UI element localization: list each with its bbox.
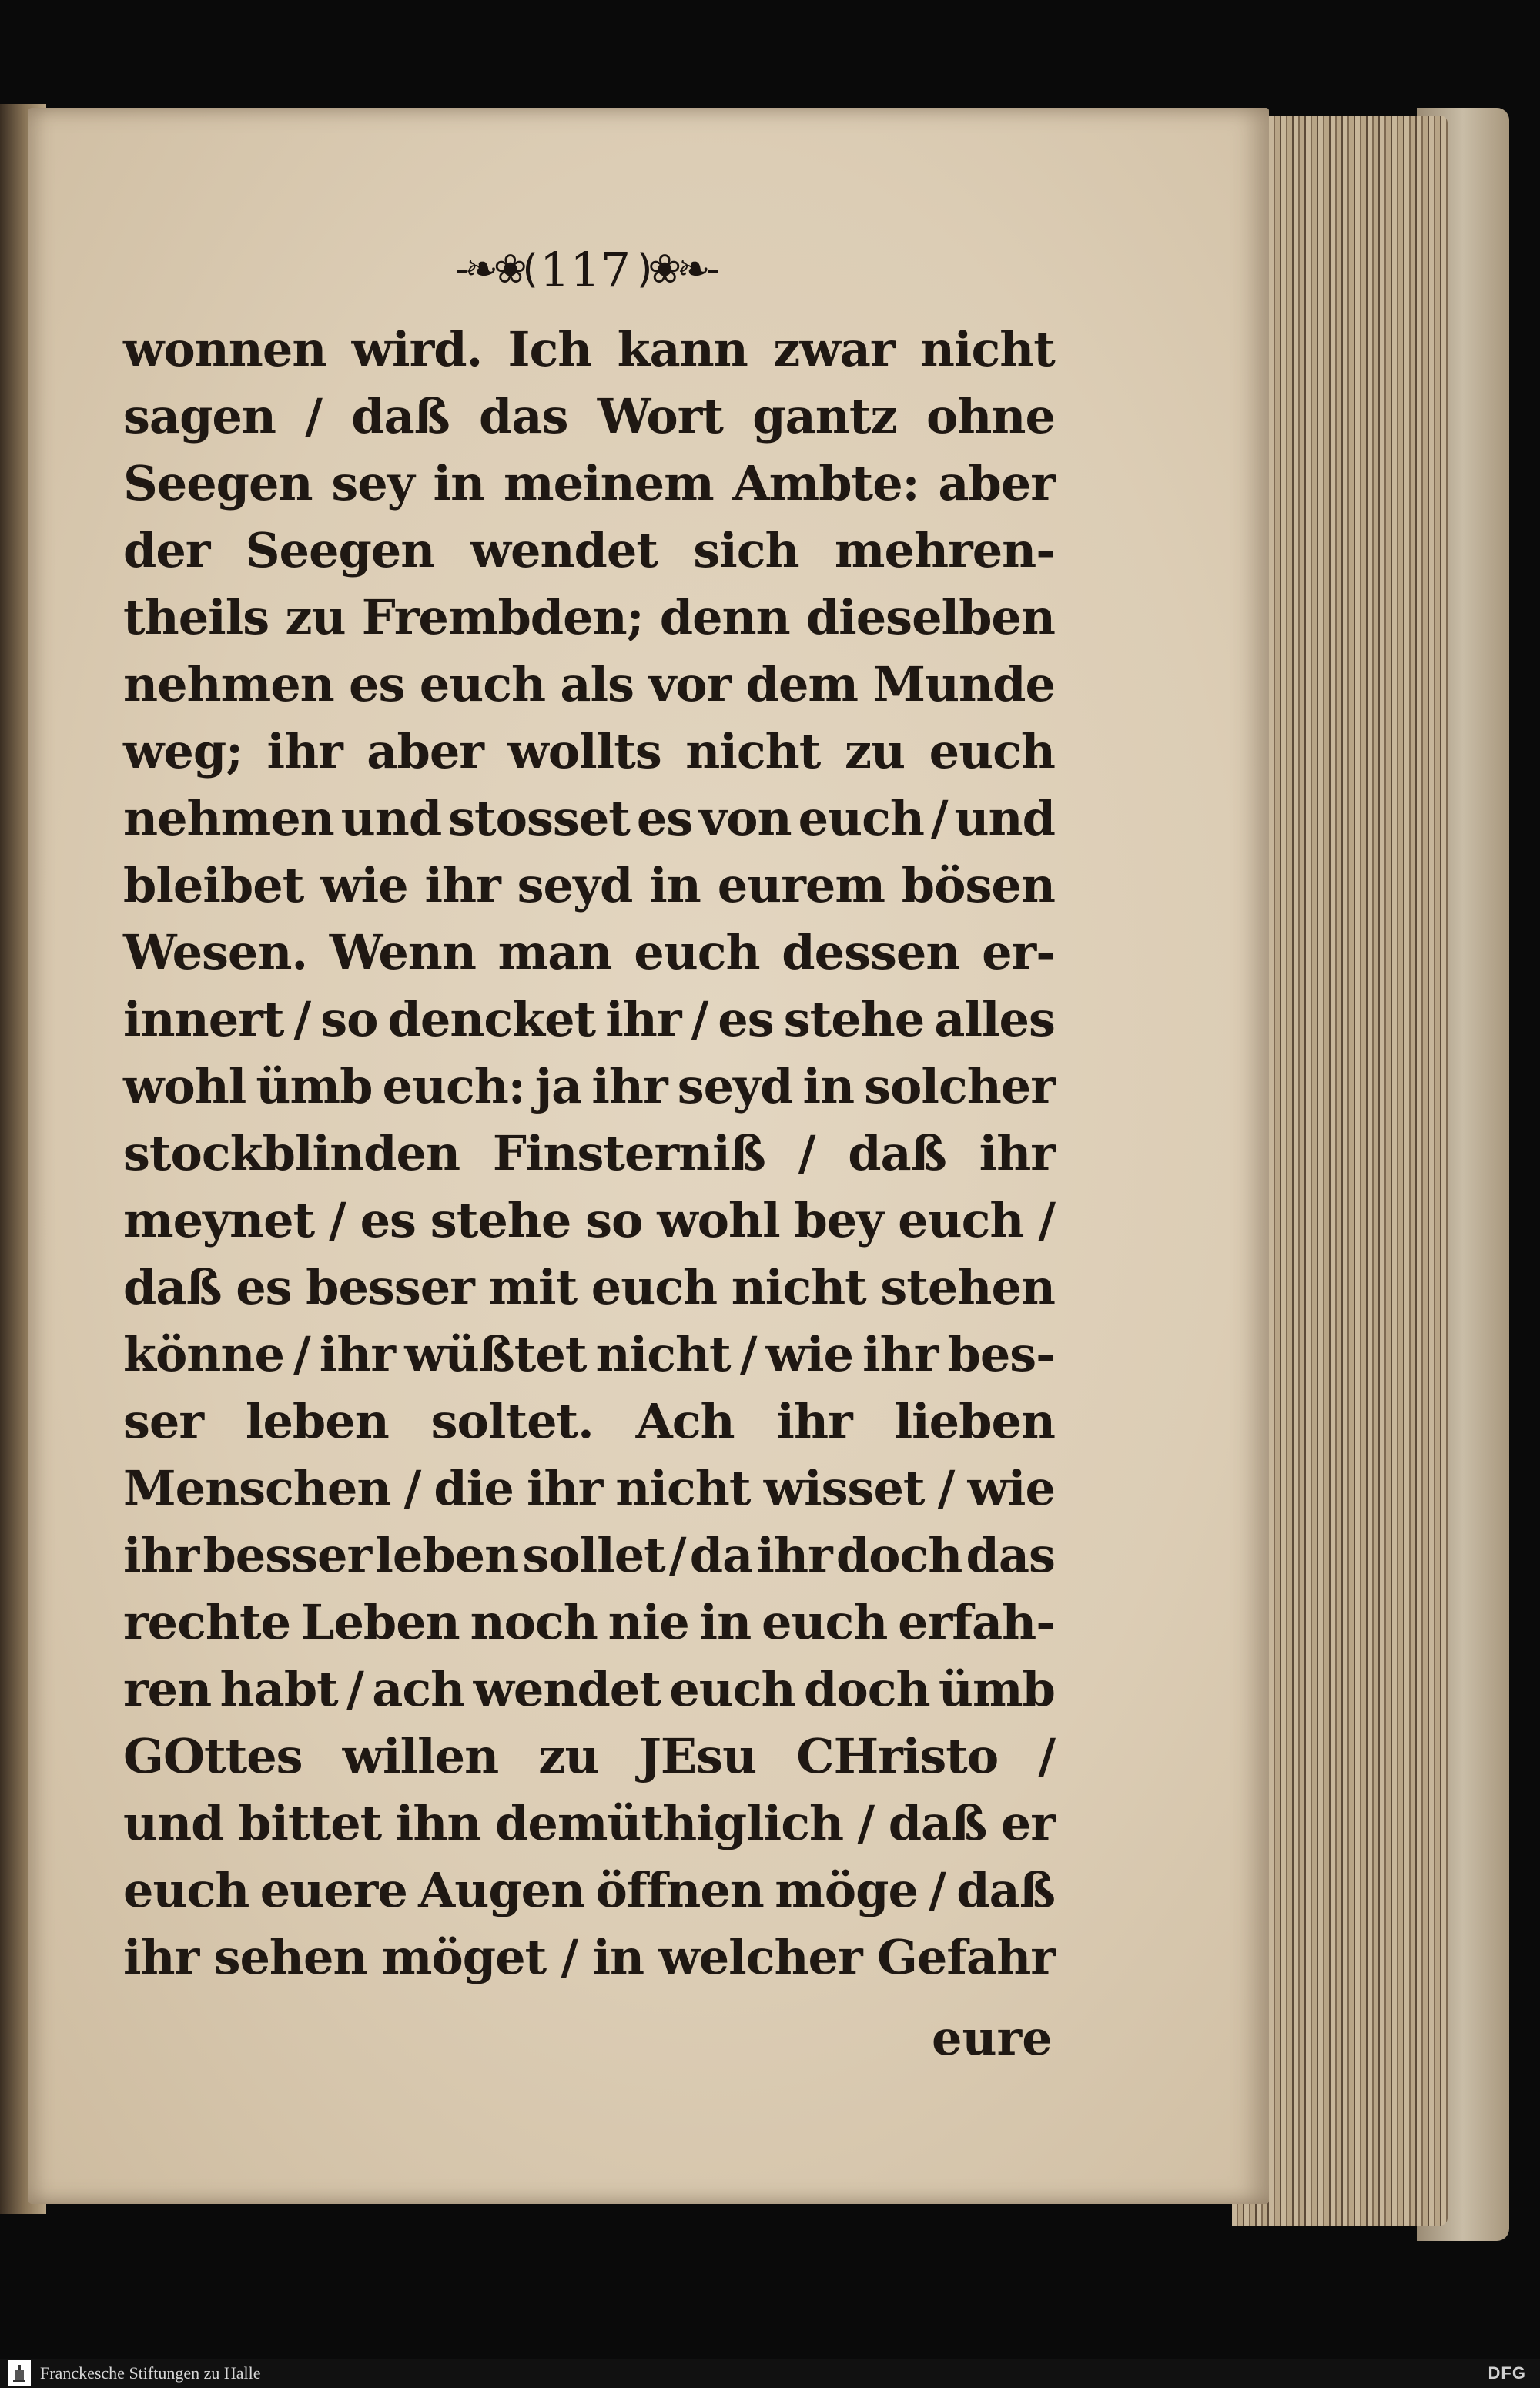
word: ümb (938, 1661, 1055, 1717)
word: Wort (597, 388, 723, 444)
word: ihr (862, 1326, 939, 1382)
word: nicht (615, 1460, 751, 1516)
word: möget (381, 1929, 547, 1985)
word: seyd (517, 857, 633, 913)
text-line (123, 852, 1055, 919)
word: mehren- (834, 522, 1055, 578)
page-number: 117 (539, 241, 631, 298)
word: er (1000, 1795, 1055, 1851)
word: als (560, 656, 634, 712)
word: willen (342, 1728, 499, 1784)
word: Ich (507, 321, 592, 377)
word: meynet (123, 1192, 315, 1248)
viewer-footer (0, 2359, 1540, 2388)
word: euch (798, 790, 924, 846)
word: ren (123, 1661, 212, 1717)
word: GOttes (123, 1728, 303, 1784)
text-line (123, 1321, 1055, 1388)
word: ohne (926, 388, 1055, 444)
word: solcher (864, 1058, 1055, 1114)
word: ihr (319, 1326, 396, 1382)
word: nicht (595, 1326, 731, 1382)
word: seyd (677, 1058, 793, 1114)
word: sagen (123, 388, 276, 444)
word: Wenn (329, 924, 476, 980)
word: wendet (470, 522, 658, 578)
word: und (123, 1795, 224, 1851)
word: nehmen (123, 790, 334, 846)
word: kann (617, 321, 748, 377)
word: Seegen (123, 455, 313, 511)
word: stehen (880, 1259, 1055, 1315)
text-line (123, 1589, 1055, 1656)
word: / (668, 1527, 686, 1583)
word: euch (929, 723, 1055, 779)
word: wüßtet (404, 1326, 587, 1382)
word: man (497, 924, 612, 980)
word: euch (762, 1594, 888, 1650)
word: Augen (418, 1862, 585, 1918)
word: zu (538, 1728, 599, 1784)
word: sehen (213, 1929, 367, 1985)
word: und (954, 790, 1055, 846)
word: euch (419, 656, 546, 712)
word: sey (331, 455, 414, 511)
word: bittet (238, 1795, 382, 1851)
word: Leben (300, 1594, 460, 1650)
word: Frembden; (361, 589, 644, 645)
word: alles (934, 991, 1055, 1047)
word: / (930, 790, 948, 846)
word: / (937, 1460, 955, 1516)
word: / (857, 1795, 875, 1851)
word: soltet. (430, 1393, 594, 1449)
institution-logo-icon (8, 2360, 31, 2386)
word: daß (123, 1259, 222, 1315)
word: / (346, 1661, 363, 1717)
word: Menschen (123, 1460, 391, 1516)
word: nicht (731, 1259, 866, 1315)
word: er- (982, 924, 1055, 980)
word: JEsu (638, 1728, 757, 1784)
page-header (385, 235, 785, 304)
word: stehe (430, 1192, 571, 1248)
word: da (689, 1527, 753, 1583)
text-line (123, 1053, 1055, 1120)
word: nicht (919, 321, 1055, 377)
word: / (561, 1929, 578, 1985)
word: theils (123, 589, 270, 645)
word: euere (259, 1862, 407, 1918)
text-line (123, 1656, 1055, 1723)
word: / (1038, 1192, 1055, 1248)
text-line (123, 1522, 1055, 1589)
word: besser (203, 1527, 372, 1583)
word: stosset (448, 790, 630, 846)
word: nicht (685, 723, 821, 779)
word: in (433, 455, 485, 511)
word: wie (967, 1460, 1055, 1516)
word: wird. (351, 321, 483, 377)
word: / (739, 1326, 757, 1382)
word: es (236, 1259, 292, 1315)
word: Gefahr (876, 1929, 1055, 1985)
word: denn (659, 589, 790, 645)
word: Finsterniß (492, 1125, 765, 1181)
word: innert (123, 991, 284, 1047)
word: / (293, 991, 311, 1047)
word: / (1038, 1728, 1055, 1784)
text-line (123, 584, 1055, 651)
text-line (123, 785, 1055, 852)
word: Wesen. (123, 924, 308, 980)
word: / (403, 1460, 421, 1516)
word: / (929, 1862, 946, 1918)
word: wie (765, 1326, 853, 1382)
text-line (123, 919, 1055, 986)
word: erfah- (898, 1594, 1055, 1650)
word: so (585, 1192, 643, 1248)
word: es (636, 790, 693, 846)
word: wonnen (123, 321, 326, 377)
word: die (434, 1460, 514, 1516)
word: wie (320, 857, 408, 913)
word: das (966, 1527, 1055, 1583)
word: / (293, 1326, 310, 1382)
word: rechte (123, 1594, 291, 1650)
word: ihr (591, 1058, 668, 1114)
footer-funder-logo: DFG (1488, 2363, 1526, 2383)
word: aber (367, 723, 484, 779)
word: mit (488, 1259, 578, 1315)
word: / (305, 388, 322, 444)
word: ihr (605, 991, 681, 1047)
ornament-left: -❧❀( (454, 246, 534, 293)
text-line (123, 986, 1055, 1053)
word: habt (219, 1661, 338, 1717)
word: zu (844, 723, 906, 779)
word: daß (888, 1795, 987, 1851)
word: möge (775, 1862, 918, 1918)
word: / (691, 991, 708, 1047)
word: ach (372, 1661, 465, 1717)
body-text (123, 316, 1055, 1991)
word: bleibet (123, 857, 304, 913)
word: doch (803, 1661, 930, 1717)
word: euch (591, 1259, 718, 1315)
text-line (123, 383, 1055, 450)
word: ihr (776, 1393, 852, 1449)
word: ümb (256, 1058, 373, 1114)
word: ihr (526, 1460, 603, 1516)
word: weg; (123, 723, 243, 779)
word: stockblinden (123, 1125, 460, 1181)
word: zwar (773, 321, 895, 377)
word: stehe (783, 991, 925, 1047)
word: lieben (894, 1393, 1055, 1449)
word: ihr (123, 1929, 199, 1985)
word: ihn (395, 1795, 481, 1851)
text-line (123, 1857, 1055, 1924)
word: bes- (947, 1326, 1055, 1382)
word: dieselben (805, 589, 1055, 645)
word: daß (351, 388, 450, 444)
word: besser (306, 1259, 474, 1315)
word: / (329, 1192, 346, 1248)
word: zu (285, 589, 346, 645)
word: eurem (717, 857, 885, 913)
word: gantz (752, 388, 897, 444)
text-line (123, 450, 1055, 517)
footer-institution: Franckesche Stiftungen zu Halle (40, 2363, 261, 2383)
word: wollts (507, 723, 661, 779)
text-line (123, 1388, 1055, 1455)
word: in (649, 857, 701, 913)
word: Ach (635, 1393, 735, 1449)
word: Munde (872, 656, 1055, 712)
word: euch (634, 924, 760, 980)
word: vor (648, 656, 732, 712)
word: dessen (782, 924, 960, 980)
word: es (360, 1192, 416, 1248)
word: wisset (763, 1460, 925, 1516)
word: ihr (756, 1527, 832, 1583)
text-line (123, 1187, 1055, 1254)
word: sich (693, 522, 799, 578)
word: wohl (657, 1192, 780, 1248)
text-line (123, 1254, 1055, 1321)
word: euch (669, 1661, 795, 1717)
text-line (123, 1790, 1055, 1857)
word: könne (123, 1326, 284, 1382)
word: in (592, 1929, 644, 1985)
word: noch (470, 1594, 598, 1650)
word: in (802, 1058, 855, 1114)
word: bey (794, 1192, 884, 1248)
word: aber (938, 455, 1055, 511)
word: wohl (123, 1058, 246, 1114)
word: Seegen (245, 522, 435, 578)
word: bösen (901, 857, 1055, 913)
word: welcher (658, 1929, 862, 1985)
word: es (349, 656, 405, 712)
word: nehmen (123, 656, 334, 712)
word: Ambte: (732, 455, 919, 511)
word: ihr (979, 1125, 1055, 1181)
word: euch: (382, 1058, 525, 1114)
word: doch (835, 1527, 962, 1583)
text-line (123, 1723, 1055, 1790)
word: demüthiglich (495, 1795, 844, 1851)
text-line (123, 316, 1055, 383)
word: euch (123, 1862, 249, 1918)
word: meinem (503, 455, 714, 511)
text-line (123, 1455, 1055, 1522)
word: ihr (123, 1527, 199, 1583)
text-line (123, 651, 1055, 718)
word: euch (898, 1192, 1024, 1248)
word: in (699, 1594, 752, 1650)
word: und (340, 790, 442, 846)
text-line (123, 718, 1055, 785)
word: das (479, 388, 568, 444)
text-line (123, 1120, 1055, 1187)
word: sollet (522, 1527, 665, 1583)
word: es (718, 991, 774, 1047)
word: ihr (266, 723, 343, 779)
word: wendet (473, 1661, 661, 1717)
word: ja (534, 1058, 582, 1114)
word: von (699, 790, 792, 846)
word: nie (608, 1594, 689, 1650)
word: CHristo (796, 1728, 999, 1784)
word: daß (956, 1862, 1055, 1918)
text-line (123, 517, 1055, 584)
word: dem (745, 656, 859, 712)
word: ihr (424, 857, 500, 913)
text-line (123, 1924, 1055, 1991)
word: leben (245, 1393, 389, 1449)
word: öffnen (595, 1862, 764, 1918)
catchword: eure (932, 2010, 1053, 2066)
word: daß (848, 1125, 946, 1181)
word: / (798, 1125, 815, 1181)
word: ser (123, 1393, 204, 1449)
word: so (320, 991, 378, 1047)
word: leben (375, 1527, 519, 1583)
ornament-right: )❀❧- (637, 246, 716, 293)
word: der (123, 522, 210, 578)
word: dencket (387, 991, 596, 1047)
